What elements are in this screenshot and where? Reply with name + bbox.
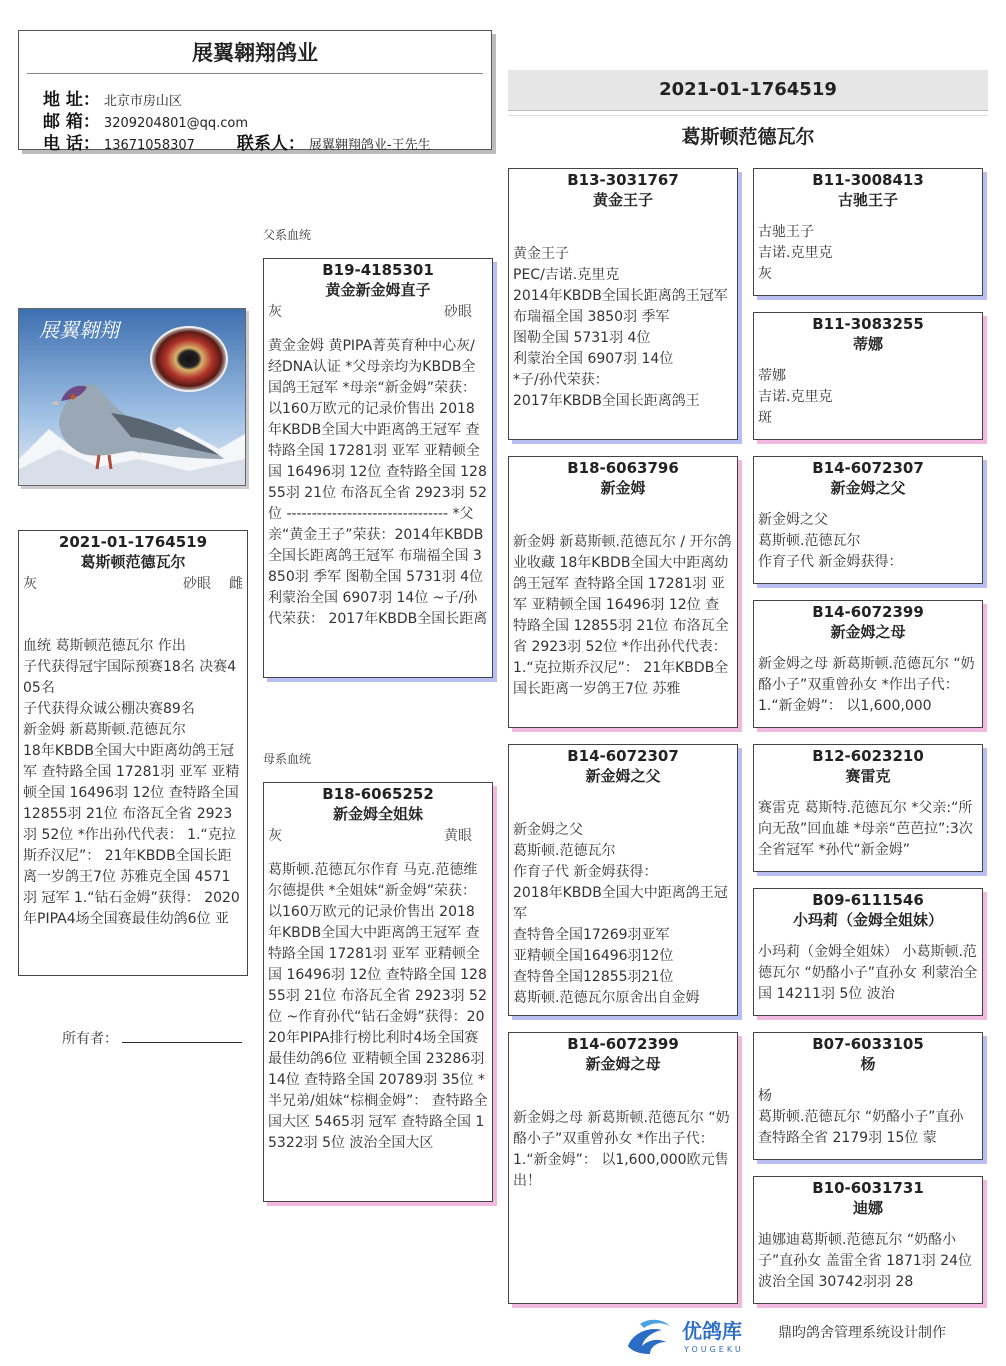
- sire-card[interactable]: [263, 258, 493, 678]
- dam-color: 灰: [268, 828, 282, 844]
- granddam-maternal-card[interactable]: [508, 1032, 738, 1304]
- photo-title-art: 展翼翱翔: [39, 318, 119, 342]
- gen4-card-3[interactable]: [753, 456, 983, 584]
- main-bird-sex: 雌: [229, 576, 243, 592]
- gen4-ring: B11-3083255: [812, 315, 924, 333]
- gen4-name: 新金姆之父: [830, 479, 906, 497]
- gen4-card-5[interactable]: [753, 744, 983, 872]
- divider: [27, 73, 483, 74]
- gen3-ring: B18-6063796: [567, 459, 679, 477]
- sire-name: 黄金新金姆直子: [325, 281, 431, 299]
- loft-title: 展翼翱翔鸽业: [192, 41, 318, 65]
- gen4-ring: B11-3008413: [812, 171, 924, 189]
- pedigree-ring-title: 2021-01-1764519: [508, 70, 988, 111]
- main-bird-name: 葛斯顿范德瓦尔: [80, 553, 186, 571]
- gen4-card-7[interactable]: [753, 1032, 983, 1160]
- gen4-notes: 古驰王子 吉诺.克里克 灰: [758, 224, 833, 282]
- sire-attributes: [264, 300, 492, 322]
- gen4-card-1[interactable]: [753, 168, 983, 296]
- gen4-ring: B14-6072399: [812, 603, 924, 621]
- logo-en: YOUGEKU: [684, 1345, 744, 1354]
- gen3-ring: B14-6072399: [567, 1035, 679, 1053]
- gen3-name: 黄金王子: [592, 191, 653, 209]
- owner-signature-line: [122, 1030, 242, 1043]
- loft-info-card: [18, 30, 492, 154]
- owner-label: 所有者：: [62, 1031, 118, 1047]
- gen4-notes: 蒂娜 吉诺.克里克 斑: [758, 368, 833, 426]
- mother-line-label: 母系血统: [263, 752, 312, 766]
- footer-credit: 鼎昀鸽舍管理系统设计制作: [778, 1325, 946, 1341]
- main-bird-color: 灰: [23, 576, 37, 592]
- main-bird-eye: 砂眼: [183, 576, 211, 592]
- contact-value: 展翼翱翔鸽业-王先生: [308, 138, 431, 153]
- gen4-card-6[interactable]: [753, 888, 983, 1016]
- main-bird-card[interactable]: [18, 530, 248, 976]
- gen4-notes: 赛雷克 葛斯特.范德瓦尔 *父亲:“所向无敌”回血雄 *母亲“芭芭拉”:3次全省冠军 *孙代“新金姆”: [758, 800, 973, 858]
- gen4-ring: B07-6033105: [812, 1035, 924, 1053]
- gen4-card-2[interactable]: [753, 312, 983, 440]
- dam-name: 新金姆全姐妹: [332, 805, 423, 823]
- email-label: 邮 箱：: [43, 112, 100, 132]
- gen4-ring: B12-6023210: [812, 747, 924, 765]
- address-value: 北京市房山区: [103, 94, 182, 109]
- gen4-notes: 小玛莉（金姆全姐妹） 小葛斯顿.范德瓦尔 “奶酪小子”直孙女 利蒙治全国 14211羽 5位 波治: [758, 944, 978, 1002]
- email-value: 3209204801@qq.com: [103, 116, 249, 131]
- main-bird-attributes: [19, 572, 247, 594]
- gen3-notes: 新金姆之父 葛斯顿.范德瓦尔 作育子代 新金姆获得： 2018年KBDB全国大中距离鸽王冠军 查特鲁全国17269羽亚军 亚精顿全国16496羽12位 查特鲁全国12855羽21位 葛斯顿.范德瓦尔原舍出自金姆: [513, 822, 728, 1006]
- pigeon-photo: [18, 308, 246, 486]
- swirl-logo-icon: [622, 1312, 772, 1358]
- gen4-name: 蒂娜: [852, 335, 883, 353]
- address-label: 地 址：: [43, 90, 100, 110]
- sire-notes: 黄金金姆 黄PIPA菁英育种中心灰/经DNA认证 *父母亲均为KBDB全国鸽王冠军 *母亲“新金姆”荣获： 以160万欧元的记录价售出 2018年KBDB全国大中距离鸽王冠军 查特路全国 17281羽 亚军 亚精顿全国 16496羽 12位 查特路全国 12855羽 21位 布洛瓦全省 2923羽 52位 -------------------------------- *父亲“黄金王子”荣获：2014年KBDB全国长距离鸽王冠军 布瑞福全国 3850羽 季军 图勒全国 5731羽 4位 利蒙治全国 6907羽 14位 ~子/孙代荣获： 2017年KBDB全国长距离: [268, 338, 488, 627]
- grandsire-maternal-card[interactable]: [508, 744, 738, 1016]
- gen3-name: 新金姆之父: [585, 767, 661, 785]
- gen3-notes: 新金姆 新葛斯顿.范德瓦尔 / 开尔鸽业收藏 18年KBDB全国大中距离幼鸽王冠军 查特路全国 17281羽 亚军 亚精顿全国 16496羽 12位 查特路全国 12855羽 21位 布洛瓦全省 2923羽 52位 *作出孙代代表：1.“克拉斯乔汉尼”： 21年KBDB全国长距离一岁鸽王7位 苏雅: [513, 534, 732, 697]
- grandsire-paternal-card[interactable]: [508, 168, 738, 440]
- pigeon-photo-icon: [19, 309, 245, 485]
- gen3-ring: B13-3031767: [567, 171, 679, 189]
- gen4-name: 新金姆之母: [830, 623, 906, 641]
- yougeku-logo: [622, 1312, 772, 1358]
- gen4-ring: B14-6072307: [812, 459, 924, 477]
- gen4-card-4[interactable]: [753, 600, 983, 728]
- dam-attributes: [264, 824, 492, 846]
- dam-card[interactable]: [263, 782, 493, 1202]
- gen4-name: 迪娜: [852, 1199, 883, 1217]
- gen4-notes: 新金姆之母 新葛斯顿.范德瓦尔 “奶酪小子”双重曾孙女 *作出子代： 1.“新金姆”： 以1,600,000: [758, 656, 975, 714]
- granddam-paternal-card[interactable]: [508, 456, 738, 728]
- gen4-name: 古驰王子: [837, 191, 898, 209]
- gen4-notes: 杨 葛斯顿.范德瓦尔 “奶酪小子”直孙 查特路全省 2179羽 15位 蒙: [758, 1088, 964, 1146]
- divider: [508, 115, 988, 116]
- sire-color: 灰: [268, 304, 282, 320]
- sire-ring: B19-4185301: [322, 261, 434, 279]
- phone-label: 电 话：: [43, 134, 100, 154]
- owner-field: [62, 1028, 242, 1048]
- dam-eye: 黄眼: [444, 828, 472, 844]
- gen4-ring: B09-6111546: [812, 891, 924, 909]
- gen3-notes: 新金姆之母 新葛斯顿.范德瓦尔 “奶酪小子”双重曾孙女 *作出子代： 1.“新金姆”： 以1,600,000欧元售出！: [513, 1110, 730, 1189]
- gen3-name: 新金姆之母: [585, 1055, 661, 1073]
- dam-notes: 葛斯顿.范德瓦尔作育 马克.范德维尔德提供 *全姐妹“新金姆”荣获： 以160万欧元的记录价售出 2018年KBDB全国大中距离鸽王冠军 查特路全国 17281羽 亚军 亚精顿全国 16496羽 12位 查特路全国 12855羽 21位 布洛瓦全省 2923羽 52位 ~作育孙代“钻石金姆”获得：2020年PIPA排行榜比利时4场全国赛 最佳幼鸽6位 亚精顿全国 23286羽 14位 查特路全国 20789羽 35位 *半兄弟/姐妹“棕榈金姆”： 查特路全国大区 5465羽 冠军 查特路全国 15322羽 5位 波治全国大区: [268, 862, 489, 1151]
- gen4-notes: 迪娜迪葛斯顿.范德瓦尔 “奶酪小子”直孙女 盖雷全省 1871羽 24位 波治全国 30742羽羽 28: [758, 1232, 977, 1290]
- gen4-name: 赛雷克: [845, 767, 891, 785]
- contact-label: 联系人：: [236, 134, 305, 154]
- logo-cn: 优鸽库: [682, 1319, 742, 1343]
- phone-value: 13671058307: [103, 138, 195, 153]
- father-line-label: 父系血统: [263, 228, 312, 242]
- gen3-ring: B14-6072307: [567, 747, 679, 765]
- main-bird-notes: 血统 葛斯顿范德瓦尔 作出 子代获得冠宇国际预赛18名 决赛405名 子代获得众诚公棚决赛89名 新金姆 新葛斯顿.范德瓦尔 18年KBDB全国大中距离幼鸽王冠军 查特路全国 17281羽 亚军 亚精顿全国 16496羽 12位 查特路全国 12855羽 21位 布洛瓦全省 2923羽 52位 *作出孙代代表： 1.“克拉斯乔汉尼”： 21年KBDB全国长距离一岁鸽王7位 苏雅克全国 4571羽 冠军 1.“钻石金姆”获得： 2020年PIPA4场全国赛最佳幼鸽6位 亚: [23, 638, 240, 927]
- gen4-name: 杨: [860, 1055, 876, 1073]
- gen4-notes: 新金姆之父 葛斯顿.范德瓦尔 作育子代 新金姆获得：: [758, 512, 903, 570]
- pedigree-bird-name: 葛斯顿范德瓦尔: [681, 126, 815, 148]
- sire-eye: 砂眼: [444, 304, 472, 320]
- gen3-notes: 黄金王子 PEC/吉诺.克里克 2014年KBDB全国长距离鸽王冠军 布瑞福全国 3850羽 季军 图勒全国 5731羽 4位 利蒙治全国 6907羽 14位 *子/孙代荣获： 2017年KBDB全国长距离鸽王: [513, 246, 728, 409]
- gen4-card-8[interactable]: [753, 1176, 983, 1304]
- phone-row: [43, 129, 431, 154]
- main-bird-ring: 2021-01-1764519: [58, 533, 208, 551]
- gen4-name: 小玛莉（金姆全姐妹）: [792, 911, 943, 929]
- dam-ring: B18-6065252: [322, 785, 434, 803]
- gen4-ring: B10-6031731: [812, 1179, 924, 1197]
- gen3-name: 新金姆: [600, 479, 646, 497]
